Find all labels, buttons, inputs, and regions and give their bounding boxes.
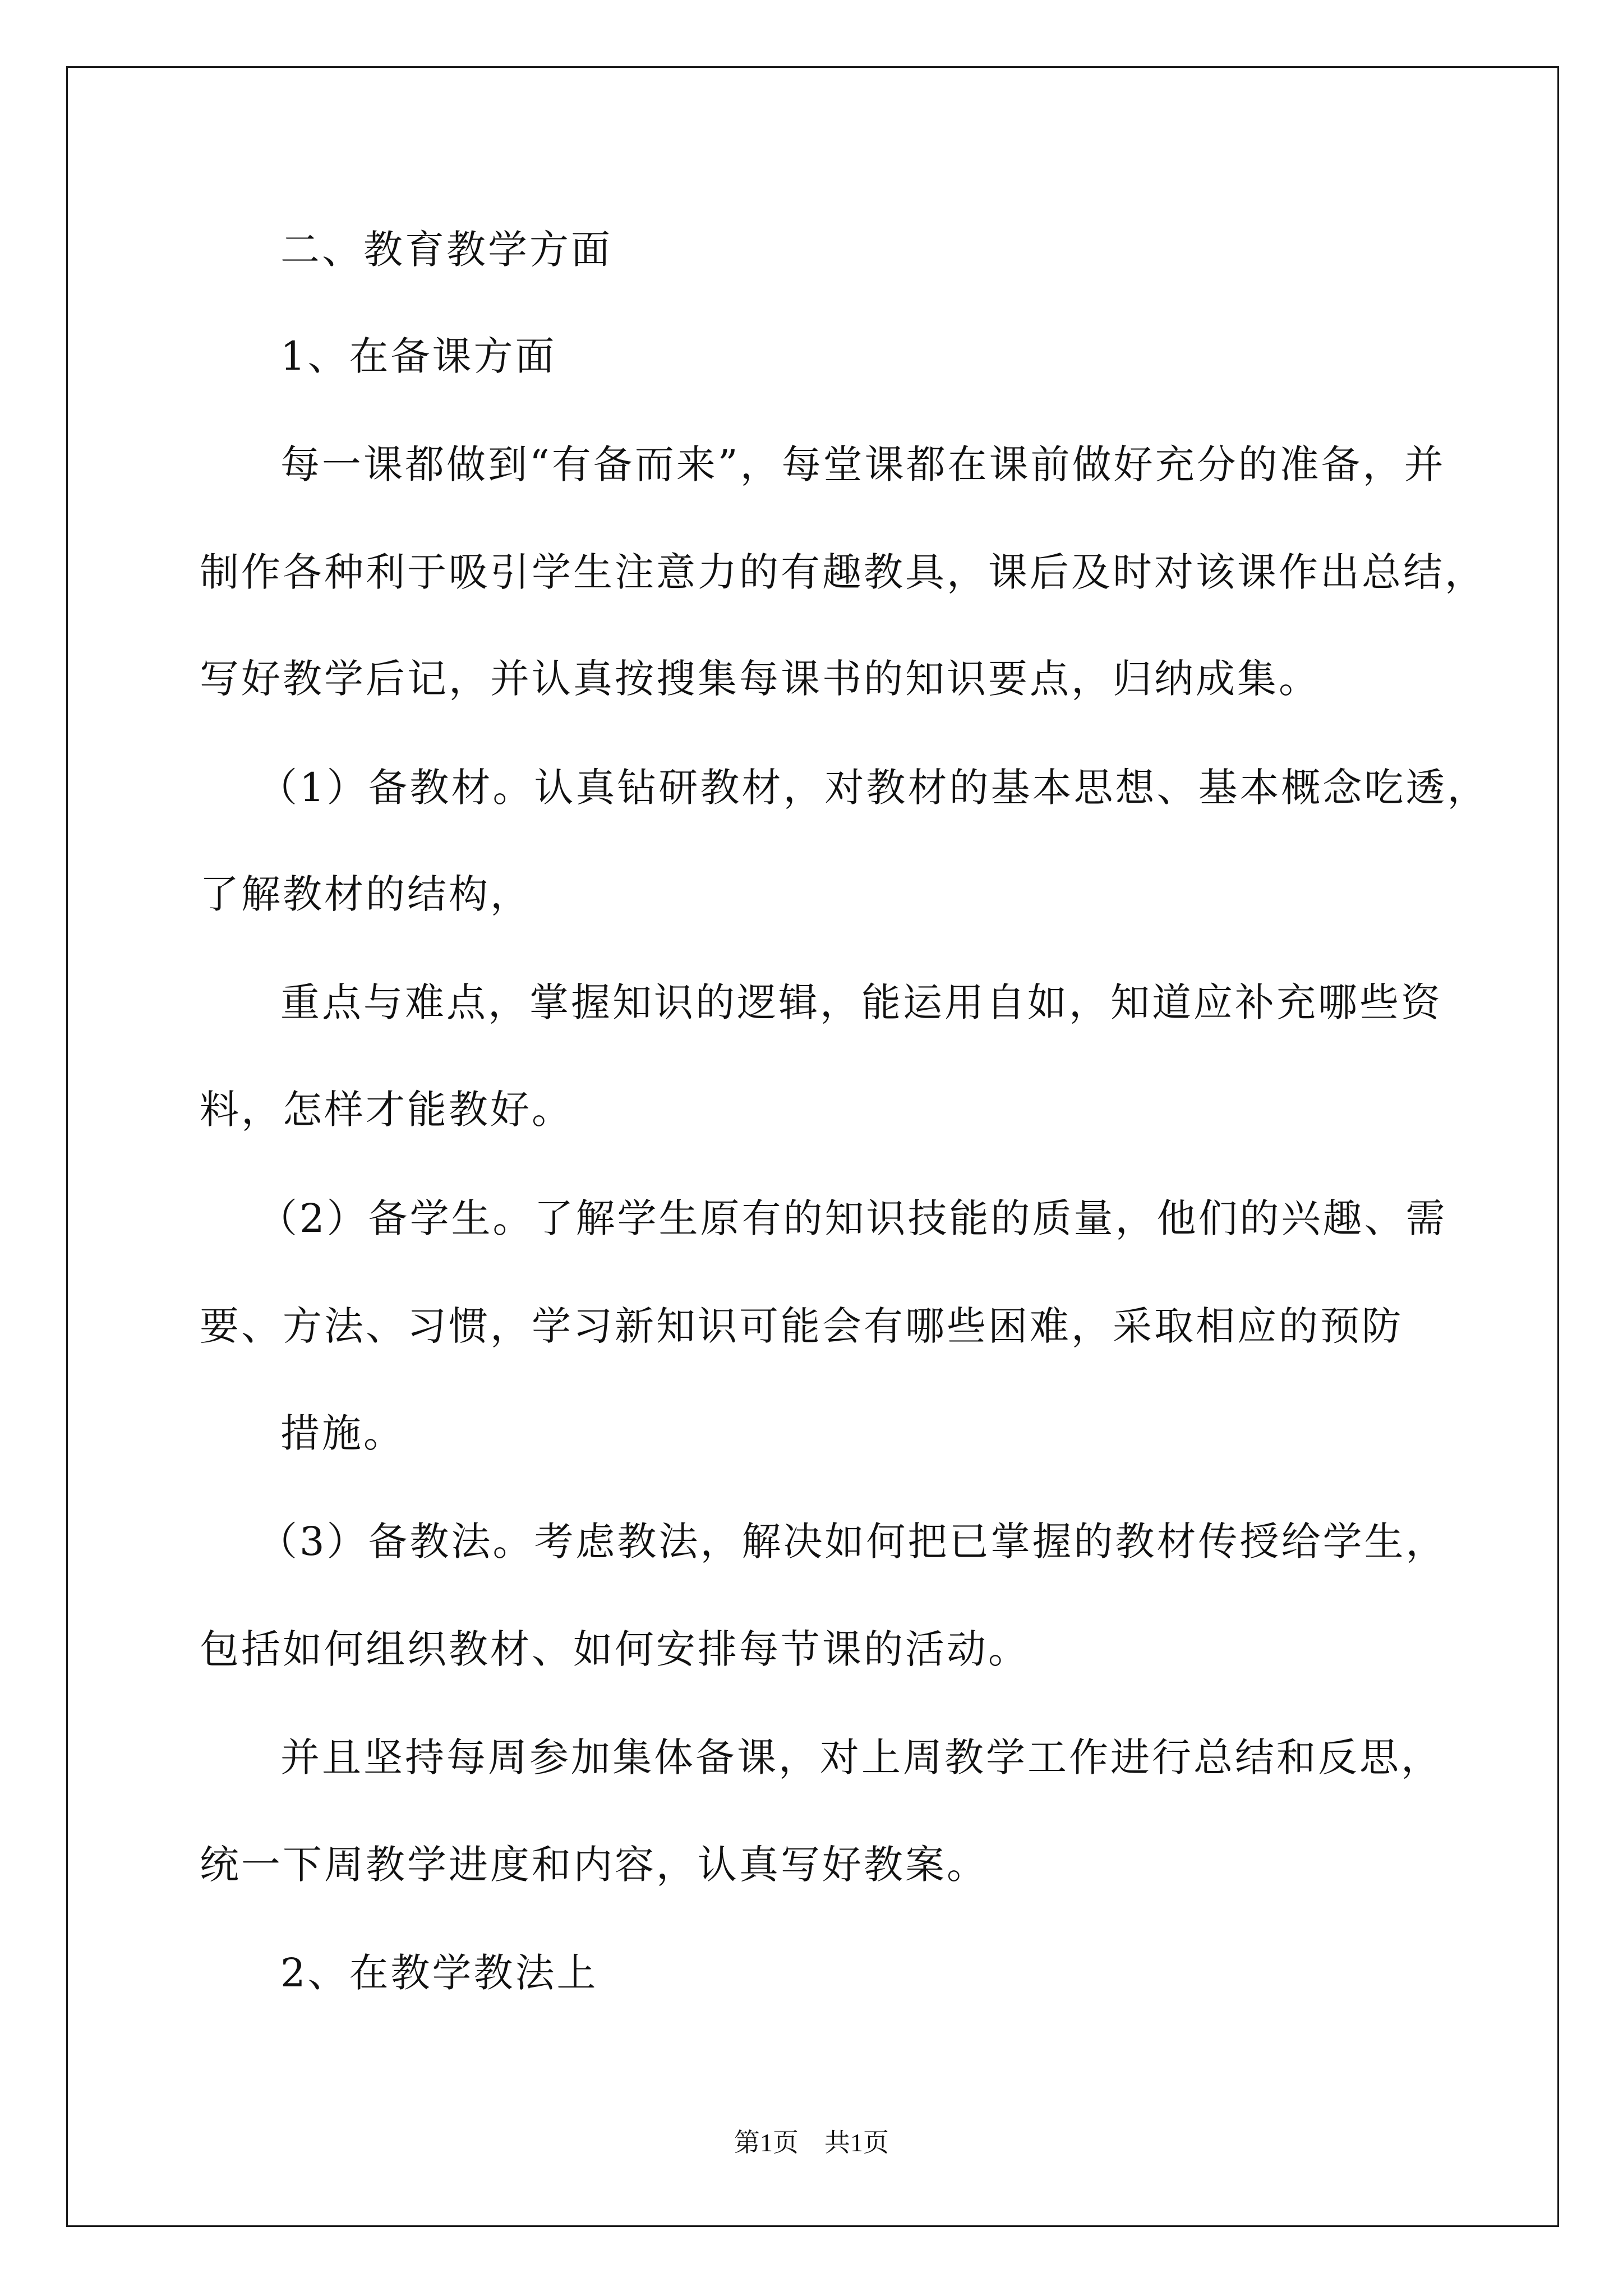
- paragraph-line: 了解教材的结构，: [200, 871, 532, 917]
- paragraph-line: 写好教学后记，并认真按搜集每课书的知识要点，归纳成集。: [200, 656, 1320, 702]
- paragraph-line: （2）备学生。了解学生原有的知识技能的质量，他们的兴趣、需: [258, 1195, 1447, 1241]
- paragraph-line: 要、方法、习惯，学习新知识可能会有哪些困难，采取相应的预防: [200, 1303, 1403, 1349]
- paragraph-line: （3）备教法。考虑教法，解决如何把已掌握的教材传授给学生，: [258, 1519, 1447, 1565]
- paragraph-line: 措施。: [280, 1410, 405, 1456]
- paragraph-line: 重点与难点，掌握知识的逻辑，能运用自如，知道应补充哪些资: [280, 979, 1442, 1025]
- paragraph-line: 料，怎样才能教好。: [200, 1087, 573, 1133]
- page-number: 第1页 共1页: [734, 2128, 889, 2157]
- paragraph-line: （1）备教材。认真钻研教材，对教材的基本思想、基本概念吃透，: [258, 765, 1489, 811]
- paragraph-line: 包括如何组织教材、如何安排每节课的活动。: [200, 1626, 1030, 1672]
- paragraph-line: 并且坚持每周参加集体备课，对上周教学工作进行总结和反思，: [280, 1734, 1442, 1780]
- paragraph-line: 统一下周教学进度和内容，认真写好教案。: [200, 1842, 988, 1888]
- subsection-heading: 1、在备课方面: [280, 333, 557, 379]
- paragraph-line: 每一课都做到“有备而来”，每堂课都在课前做好充分的准备，并: [280, 441, 1446, 487]
- subsection-heading: 2、在教学教法上: [280, 1950, 598, 1996]
- section-heading: 二、教育教学方面: [280, 227, 612, 273]
- page-border: [66, 66, 1559, 2227]
- paragraph-line: 制作各种利于吸引学生注意力的有趣教具，课后及时对该课作出总结，: [200, 549, 1486, 595]
